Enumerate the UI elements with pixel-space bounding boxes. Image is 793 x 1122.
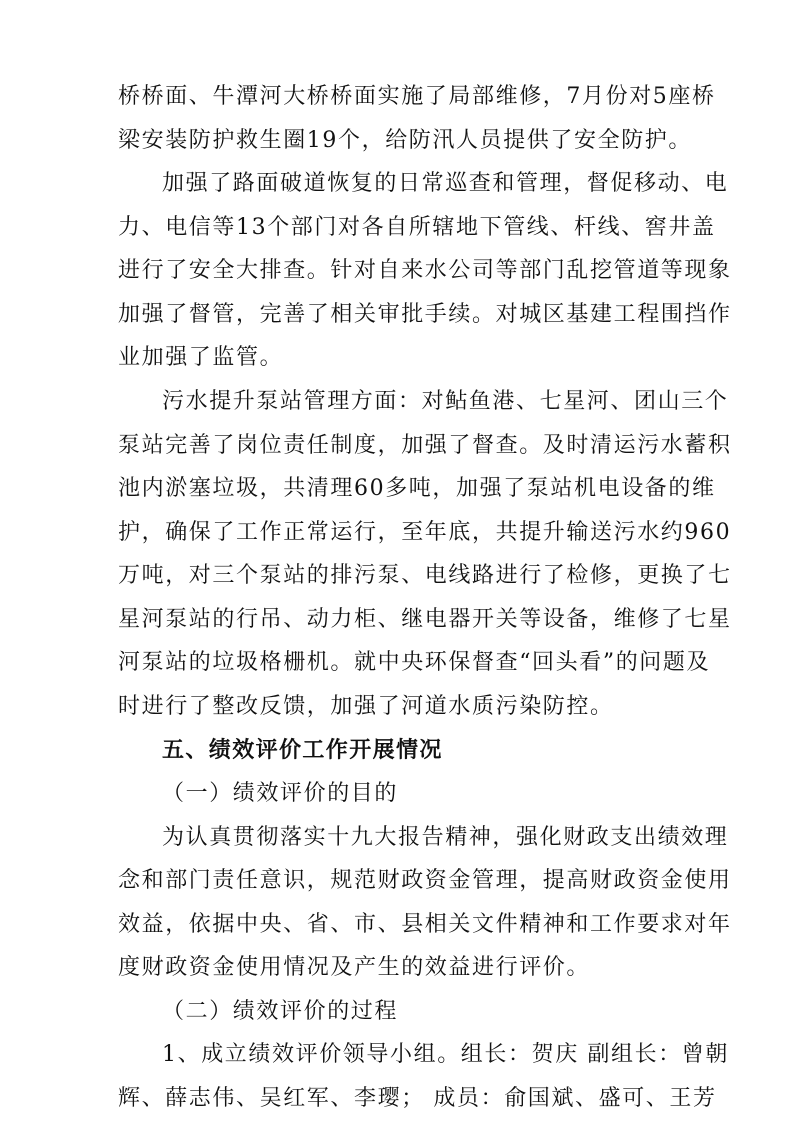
paragraph-line: 力、电信等13个部门对各自所辖地下管线、杆线、窖井盖 xyxy=(118,214,716,240)
paragraph-line: 护，确保了工作正常运行，至年底，共提升输送污水约960 xyxy=(118,519,732,545)
paragraph-line: 度财政资金使用情况及产生的效益进行评价。 xyxy=(118,955,591,981)
paragraph-line: 时进行了整改反馈，加强了河道水质污染防控。 xyxy=(118,693,614,719)
paragraph-line: 污水提升泵站管理方面：对鲇鱼港、七星河、团山三个 xyxy=(162,389,729,414)
subheading: （二）绩效评价的过程 xyxy=(162,998,399,1024)
paragraph-line: 辉、薛志伟、吴红军、李璎； 成员：俞国斌、盛可、王芳 xyxy=(118,1086,717,1111)
paragraph-line: 1、成立绩效评价领导小组。组长：贺庆 副组长：曾朝 xyxy=(162,1042,729,1068)
paragraph-line: 河泵站的垃圾格栅机。就中央环保督查“回头看”的问题及 xyxy=(118,650,711,676)
paragraph-line: 念和部门责任意识，规范财政资金管理，提高财政资金使用 xyxy=(118,868,732,894)
paragraph-line: 加强了督管，完善了相关审批手续。对城区基建工程围挡作 xyxy=(118,301,732,327)
paragraph-line: 为认真贯彻落实十九大报告精神，强化财政支出绩效理 xyxy=(162,824,729,850)
paragraph-line: 梁安装防护救生圈19个，给防汛人员提供了安全防护。 xyxy=(118,127,692,153)
paragraph-line: 桥桥面、牛潭河大桥桥面实施了局部维修，7月份对5座桥 xyxy=(118,84,716,109)
paragraph-line: 加强了路面破道恢复的日常巡查和管理，督促移动、电 xyxy=(162,171,729,197)
paragraph-line: 业加强了监管。 xyxy=(118,345,284,371)
paragraph-line: 池内淤塞垃圾，共清理60多吨，加强了泵站机电设备的维 xyxy=(118,476,716,502)
paragraph-line: 进行了安全大排查。针对自来水公司等部门乱挖管道等现象 xyxy=(118,258,732,284)
paragraph-line: 万吨，对三个泵站的排污泵、电线路进行了检修，更换了七 xyxy=(118,563,732,589)
section-heading: 五、绩效评价工作开展情况 xyxy=(162,737,443,763)
paragraph-line: 星河泵站的行吊、动力柜、继电器开关等设备，维修了七星 xyxy=(118,606,732,632)
paragraph-line: 泵站完善了岗位责任制度，加强了督查。及时清运污水蓄积 xyxy=(118,432,732,458)
subheading: （一）绩效评价的目的 xyxy=(162,781,399,806)
paragraph-line: 效益，依据中央、省、市、县相关文件精神和工作要求对年 xyxy=(118,911,732,937)
